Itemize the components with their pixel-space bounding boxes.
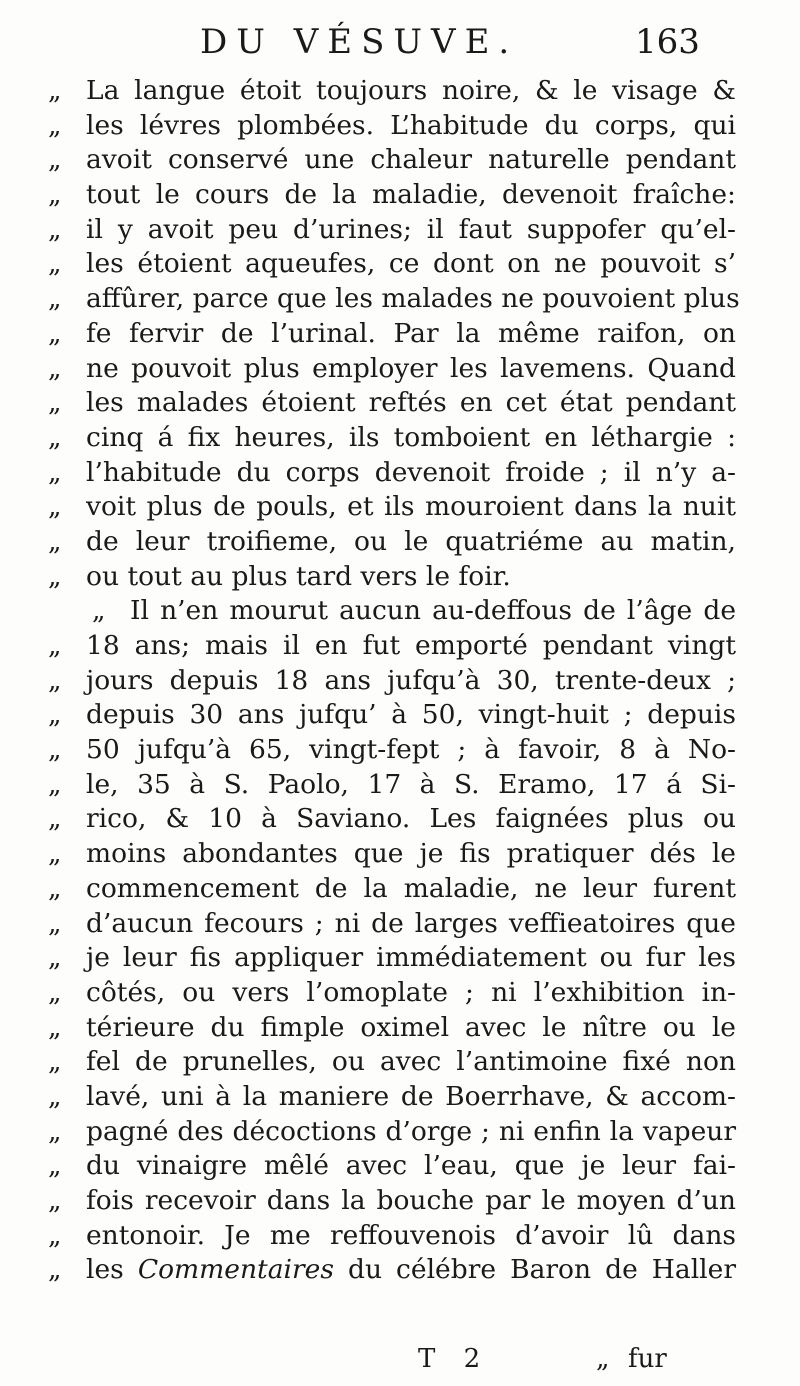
page-number: 163 [635,22,700,62]
text-line [48,872,738,907]
line-text: cinq á fix heures, ils tomboient en léthargie : [86,421,736,453]
quote-mark: „ [48,1047,62,1078]
line-text: 18 ans; mais il en fut emporté pendant vingt [86,630,736,661]
line-text: affûrer, parce que les malades ne pouvoient plus [86,283,740,315]
line-text: les malades étoient reftés en cet état pendant [86,387,736,419]
quote-mark: „ [48,631,62,661]
quote-mark: „ [48,1012,62,1043]
quote-mark: „ [48,873,62,904]
line-text: ne pouvoit plus employer les lavemens. Quand [86,352,736,384]
text-line [48,247,738,282]
page-footer [0,1344,800,1378]
line-text: je leur fis appliquer immédiatement ou fur les [86,942,736,974]
line-text: les lévres plombées. L’habitude du corps, qui [86,109,736,141]
text-line [48,976,738,1011]
quote-mark: „ [48,318,62,349]
line-text: commencement de la maladie, ne leur furent [86,872,736,904]
text-line [48,317,738,352]
text-line [48,837,738,872]
line-text: avoit conservé une chaleur naturelle pendant [86,144,736,176]
text-line [48,525,738,560]
text-line [48,282,738,317]
text-line [48,456,738,491]
quote-mark: „ [48,492,62,523]
running-head [0,14,800,74]
line-text: de leur troifieme, ou le quatriéme au matin, [86,525,736,557]
line-text: moins abondantes que je fis pratiquer dés le [86,838,736,870]
quote-mark: „ [48,526,62,557]
line-text: fe fervir de l’urinal. Par la même raifon, on [86,317,736,349]
line-text: fois recevoir dans la bouche par le moyen d’un [86,1185,736,1216]
quote-mark: „ [48,1116,62,1147]
line-text-post: du célébre Baron de Haller [333,1254,736,1286]
quote-mark: „ [48,1186,62,1216]
line-text: l’habitude du corps devenoit froide ; il n’y a- [86,456,736,488]
signature-mark: T 2 [418,1344,491,1374]
text-line [48,386,738,421]
quote-mark: „ [48,388,62,419]
line-text: 50 jufqu’à 65, vingt-fept ; à favoir, 8 à No- [86,734,736,766]
quote-mark: „ [48,908,62,939]
line-text [86,1253,736,1288]
quote-mark: „ [48,214,62,245]
quote-mark: „ [48,422,62,453]
text-line [48,733,738,768]
text-line [48,213,738,248]
quote-mark: „ [596,1344,610,1374]
quote-mark: „ [48,943,62,974]
text-line [48,143,738,178]
quote-mark: „ [48,665,62,696]
text-line [48,1149,738,1184]
quote-mark: „ [48,561,62,592]
line-text: les étoient aqueufes, ce dont on ne pouvoit s’ [86,248,736,280]
text-line [48,1253,738,1288]
line-text: pagné des décoctions d’orge ; ni enfin la vapeur [86,1115,736,1147]
quote-mark: „ [48,353,62,384]
text-line [48,109,738,144]
quote-mark: „ [92,596,106,627]
quote-mark: „ [48,1220,62,1251]
quote-mark: „ [48,1151,62,1182]
quote-mark: „ [48,1081,62,1112]
line-text: depuis 30 ans jufqu’ à 50, vingt-huit ; depuis [86,699,736,731]
text-line [48,594,738,629]
quote-mark: „ [48,804,62,835]
line-text-pre: les [86,1254,138,1286]
text-line [48,1219,738,1254]
text-line [48,421,738,456]
line-text: il y avoit peu d’urines; il faut suppofer qu’el- [86,213,736,245]
text-line [48,698,738,733]
quote-mark: „ [48,769,62,800]
line-text: entonoir. Je me reffouvenois d’avoir lû dans [86,1219,736,1251]
quote-mark: „ [48,76,62,106]
text-line [48,907,738,942]
text-line [48,74,738,109]
body-text [48,74,738,1288]
quote-mark: „ [48,977,62,1008]
quote-mark: „ [48,180,62,211]
quote-mark: „ [48,700,62,731]
line-text: térieure du fimple oximel avec le nître ou le [86,1011,736,1043]
text-line [48,941,738,976]
quote-mark: „ [48,735,62,766]
text-line [48,490,738,525]
text-line [48,560,738,595]
line-text: lavé, uni à la maniere de Boerrhave, & accom- [86,1080,736,1112]
text-line [48,1080,738,1115]
line-text: voit plus de pouls, et ils mouroient dans la nuit [86,491,736,523]
text-line [48,1045,738,1080]
quote-mark: „ [48,284,62,315]
quote-mark: „ [48,1255,62,1286]
running-title: DU VÉSUVE. [200,22,519,62]
line-text: fel de prunelles, ou avec l’antimoine fixé non [86,1046,736,1078]
catchword: fur [628,1344,667,1374]
text-line [48,768,738,803]
line-text: La langue étoit toujours noire, & le visage & [86,75,736,106]
line-text: ou tout au plus tard vers le foir. [86,560,511,592]
text-line [48,629,738,664]
text-line [48,1115,738,1150]
text-line [48,1011,738,1046]
line-text: jours depuis 18 ans jufqu’à 30, trente-deux ; [86,664,736,696]
line-text: Il n’en mourut aucun au-deffous de l’âge de [130,595,736,627]
line-text: du vinaigre mêlé avec l’eau, que je leur fai- [86,1150,736,1182]
quote-mark: „ [48,110,62,141]
text-line [48,664,738,699]
text-line [48,352,738,387]
text-line [48,1184,738,1219]
quote-mark: „ [48,145,62,176]
line-text: d’aucun fecours ; ni de larges veffieatoires que [86,907,736,939]
line-text: tout le cours de la maladie, devenoit fraîche: [86,179,736,211]
line-text: côtés, ou vers l’omoplate ; ni l’exhibition in- [86,976,736,1008]
line-text: le, 35 à S. Paolo, 17 à S. Eramo, 17 á Si- [86,768,736,800]
line-text: rico, & 10 à Saviano. Les faignées plus ou [86,803,736,835]
quote-mark: „ [48,249,62,280]
quote-mark: „ [48,839,62,870]
italic-title: Commentaires [137,1254,334,1286]
text-line [48,178,738,213]
quote-mark: „ [48,457,62,488]
text-line [48,802,738,837]
